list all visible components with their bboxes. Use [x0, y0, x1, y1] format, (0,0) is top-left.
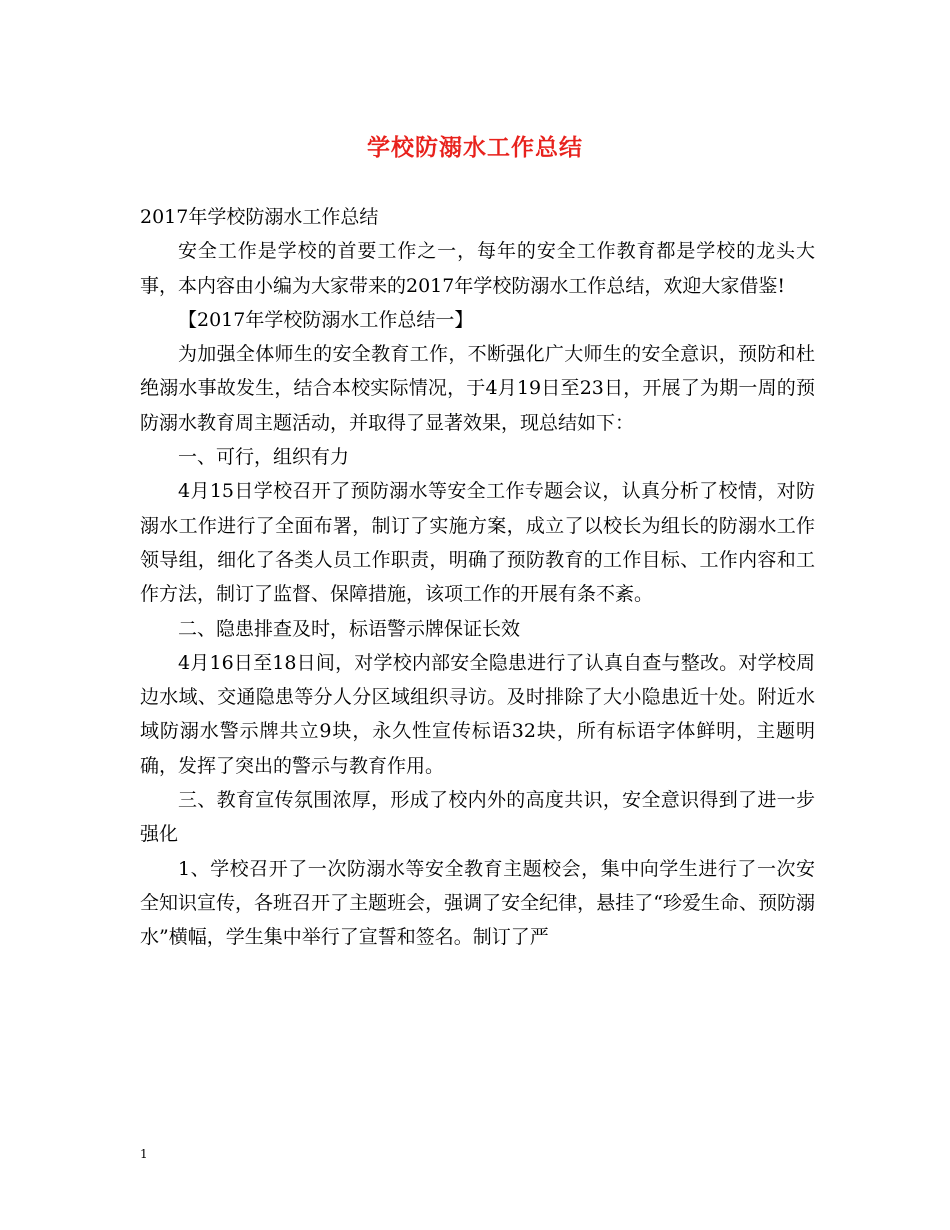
paragraph-organization: 4月15日学校召开了预防溺水等安全工作专题会议，认真分析了校情，对防溺水工作进行了全面布署，制订了实施方案，成立了以校长为组长的防溺水工作领导组，细化了各类人员工作职责，明确了预防教育的工作目标、工作内容和工作方法，制订了监督、保障措施，该项工作的开展有条不紊。 [140, 480, 815, 606]
paragraph-education-item-1: 1、学校召开了一次防溺水等安全教育主题校会，集中向学生进行了一次安全知识宣传，各班召开了主题班会，强调了安全纪律，悬挂了“珍爱生命、预防溺水”横幅，学生集中举行了宣誓和签名。制订了严 [140, 857, 815, 949]
section-heading-hazard-check: 二、隐患排查及时，标语警示牌保证长效 [178, 617, 521, 640]
section-heading-summary-one: 【2017年学校防溺水工作总结一】 [178, 308, 474, 331]
document-body [140, 200, 815, 955]
document-subtitle: 2017年学校防溺水工作总结 [140, 206, 379, 228]
paragraph-purpose: 为加强全体师生的安全教育工作，不断强化广大师生的安全意识，预防和杜绝溺水事故发生，结合本校实际情况，于4月19日至23日，开展了为期一周的预防溺水教育周主题活动，并取得了显著效果，现总结如下： [140, 343, 815, 434]
paragraph-hazard-check: 4月16日至18日间，对学校内部安全隐患进行了认真自查与整改。对学校周边水域、交通隐患等分人分区域组织寻访。及时排除了大小隐患近十处。附近水域防溺水警示牌共立9块，永久性宣传标语32块，所有标语字体鲜明，主题明确，发挥了突出的警示与教育作用。 [140, 651, 815, 777]
section-heading-organization: 一、可行，组织有力 [178, 446, 350, 469]
page-number: 1 [140, 1147, 148, 1161]
document-title: 学校防溺水工作总结 [367, 134, 583, 161]
section-heading-education: 三、教育宣传氛围浓厚，形成了校内外的高度共识，安全意识得到了进一步强化 [140, 789, 815, 846]
paragraph-intro: 安全工作是学校的首要工作之一，每年的安全工作教育都是学校的龙头大事，本内容由小编为大家带来的2017年学校防溺水工作总结，欢迎大家借鉴! [140, 240, 815, 297]
